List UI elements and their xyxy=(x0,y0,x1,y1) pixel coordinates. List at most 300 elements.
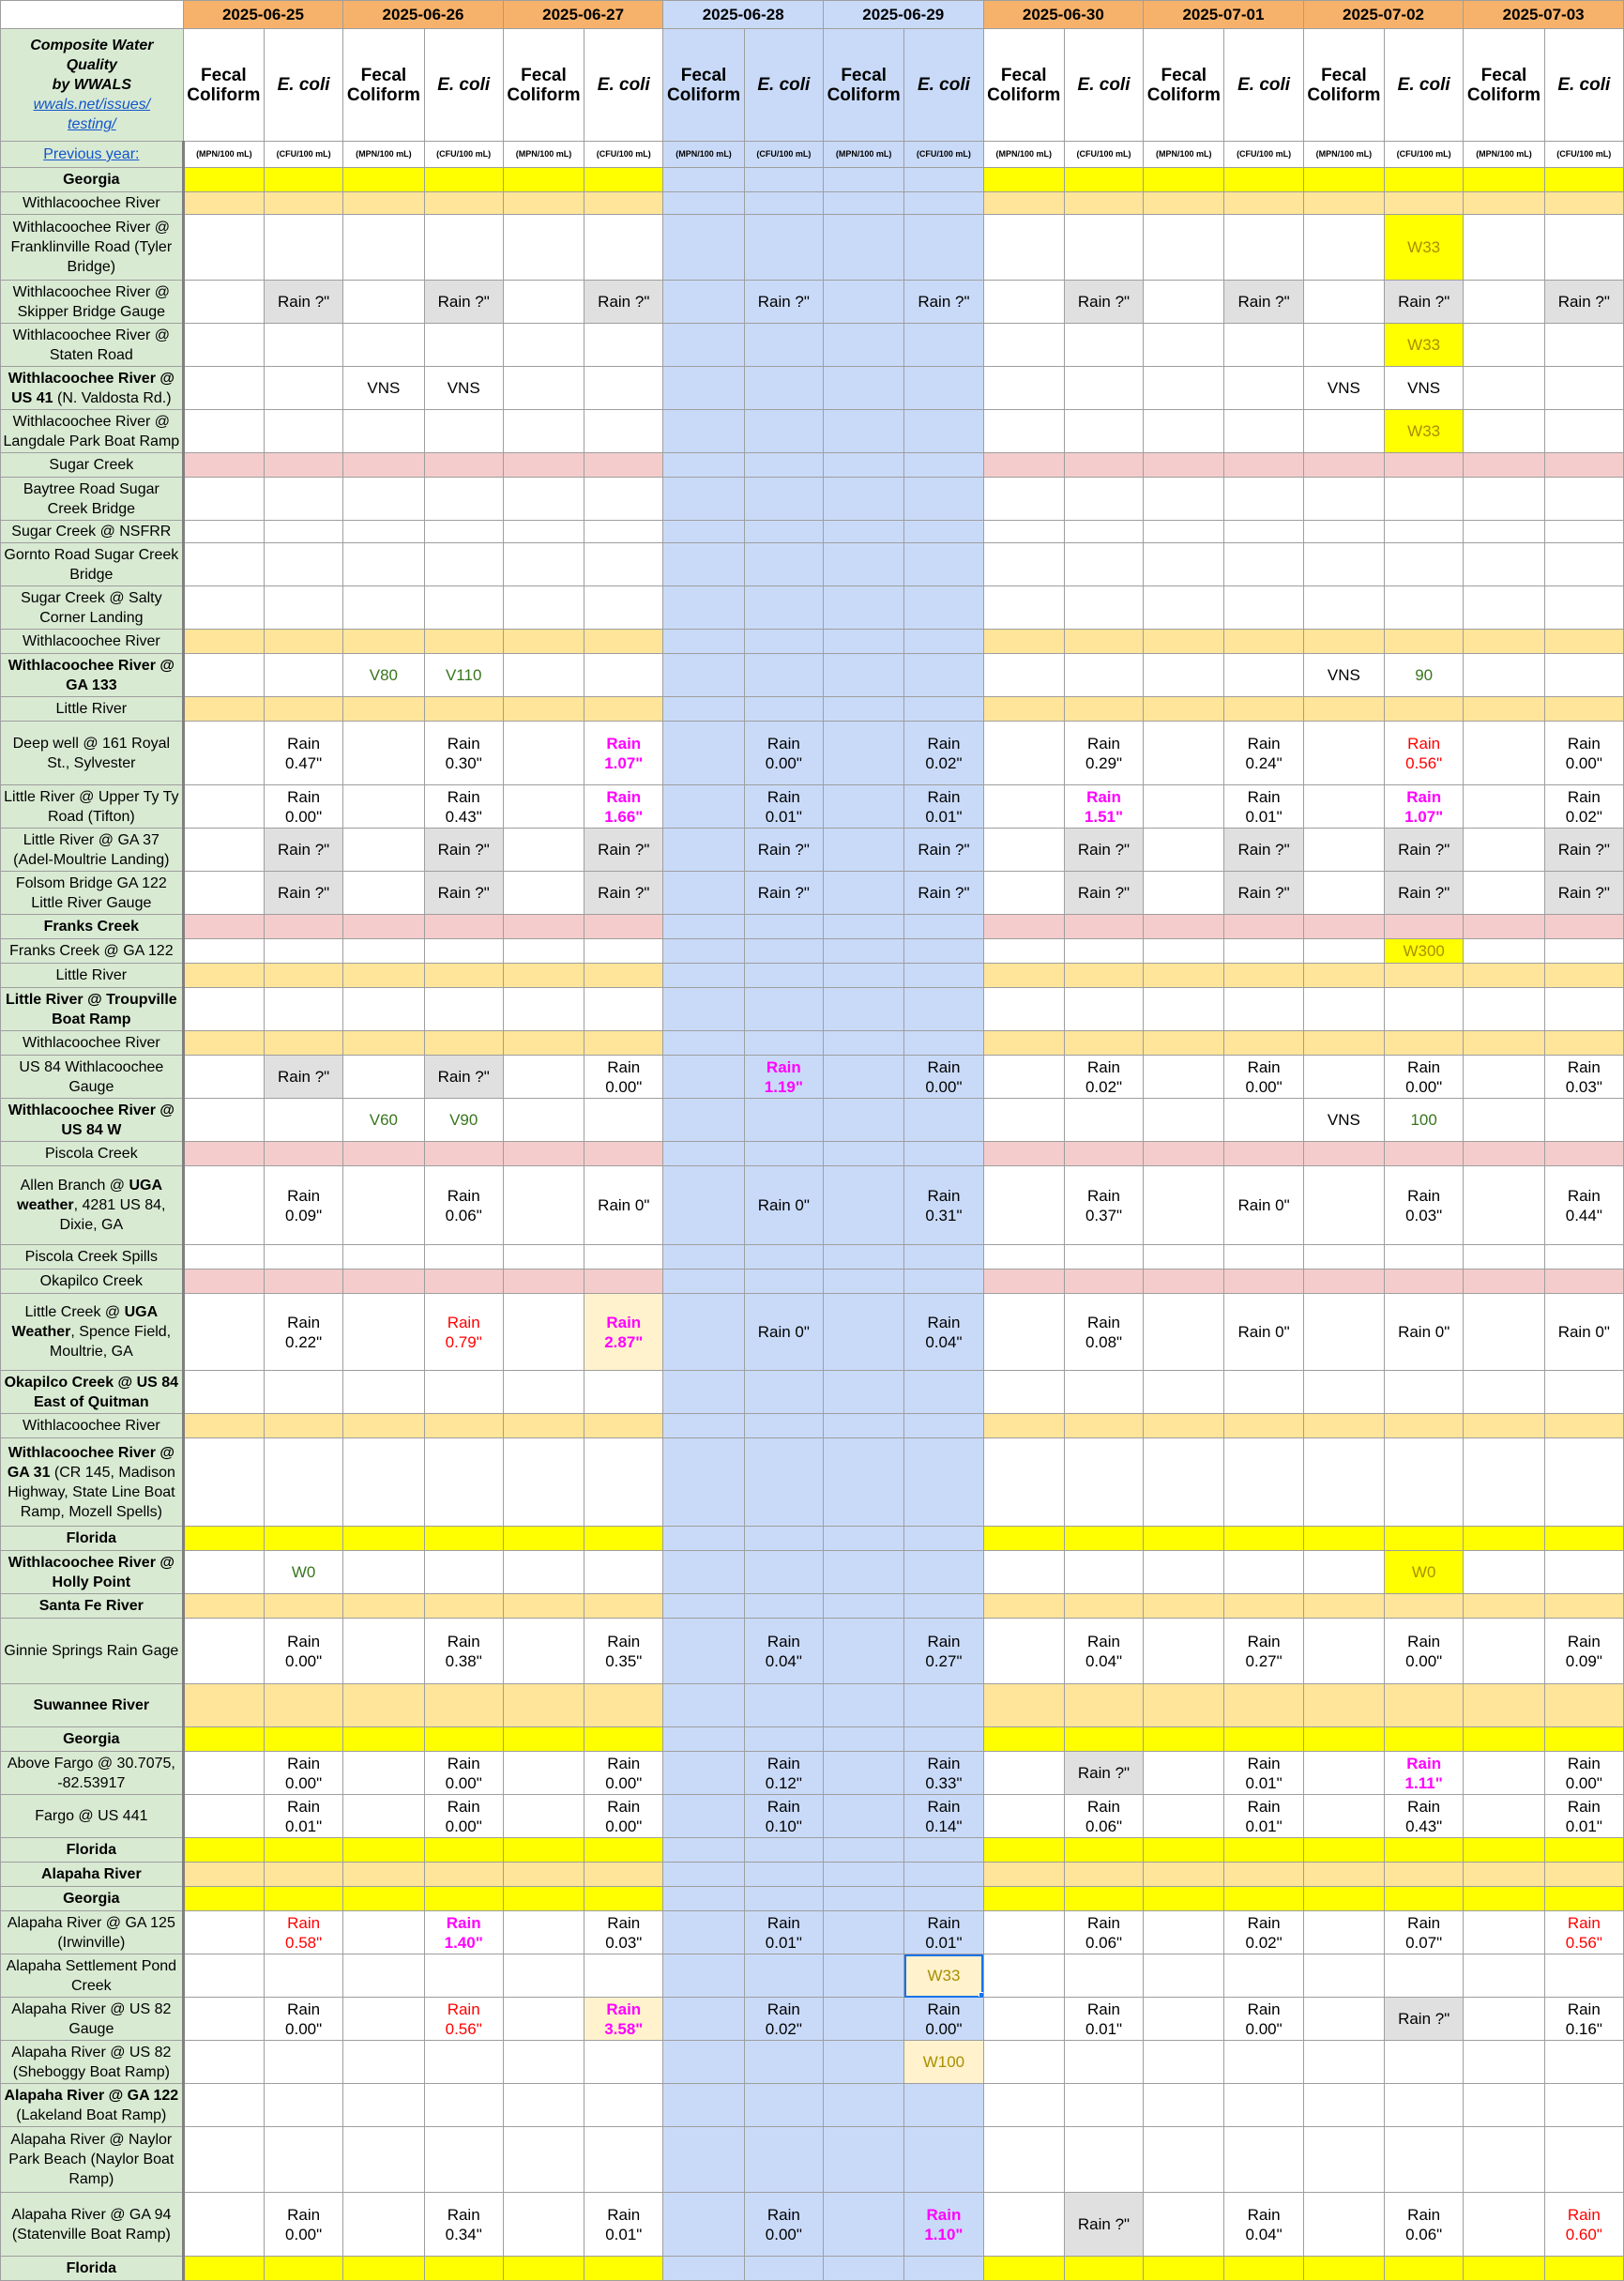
data-cell[interactable] xyxy=(1224,2084,1303,2127)
data-cell[interactable] xyxy=(503,1414,584,1438)
data-cell[interactable] xyxy=(424,410,503,453)
data-cell[interactable] xyxy=(1144,478,1224,521)
rain-cell[interactable]: Rain 0.00" xyxy=(264,1998,342,2041)
data-cell[interactable] xyxy=(744,2041,823,2084)
data-cell[interactable] xyxy=(264,2257,342,2281)
data-cell[interactable] xyxy=(1303,324,1384,367)
data-cell[interactable] xyxy=(183,1099,264,1142)
rain-cell[interactable]: Rain 0.56" xyxy=(1544,1911,1623,1954)
row-label[interactable] xyxy=(1,281,184,324)
data-cell[interactable] xyxy=(343,168,424,192)
data-cell[interactable] xyxy=(343,1294,424,1371)
data-cell[interactable] xyxy=(1224,1863,1303,1887)
data-cell[interactable] xyxy=(983,915,1064,939)
data-cell[interactable] xyxy=(983,1795,1064,1838)
data-cell[interactable] xyxy=(183,722,264,785)
data-cell[interactable] xyxy=(1385,1142,1464,1166)
data-cell[interactable] xyxy=(424,1887,503,1911)
data-cell[interactable] xyxy=(264,410,342,453)
row-label[interactable] xyxy=(1,2084,184,2127)
data-cell[interactable] xyxy=(1544,1727,1623,1752)
data-cell[interactable] xyxy=(1224,1727,1303,1752)
data-cell[interactable] xyxy=(343,1795,424,1838)
data-cell[interactable] xyxy=(584,410,663,453)
row-label[interactable] xyxy=(1,915,184,939)
data-cell[interactable] xyxy=(904,168,983,192)
rain-cell[interactable]: Rain 0.04" xyxy=(904,1294,983,1371)
data-cell[interactable] xyxy=(424,543,503,586)
data-cell[interactable] xyxy=(1224,1684,1303,1727)
data-cell[interactable] xyxy=(264,915,342,939)
data-cell[interactable] xyxy=(424,1863,503,1887)
rain-cell[interactable]: Rain 0.01" xyxy=(264,1795,342,1838)
data-cell[interactable] xyxy=(183,939,264,964)
row-label[interactable] xyxy=(1,1752,184,1795)
rain-cell[interactable]: Rain 1.10" xyxy=(904,2193,983,2257)
data-cell[interactable] xyxy=(1303,1795,1384,1838)
ecoli-header[interactable] xyxy=(424,29,503,142)
data-cell[interactable] xyxy=(983,1863,1064,1887)
data-cell[interactable] xyxy=(744,1594,823,1619)
data-cell[interactable] xyxy=(584,1414,663,1438)
row-label[interactable] xyxy=(1,1056,184,1099)
rain-cell[interactable]: Rain 0.02" xyxy=(1064,1056,1143,1099)
data-cell[interactable] xyxy=(904,478,983,521)
data-cell[interactable] xyxy=(264,988,342,1031)
data-cell[interactable] xyxy=(1385,1527,1464,1551)
link-line[interactable]: wwals.net/issues/ xyxy=(33,97,151,113)
data-cell[interactable] xyxy=(823,1142,903,1166)
data-cell[interactable] xyxy=(343,1594,424,1619)
rain-cell[interactable]: Rain 0" xyxy=(1385,1294,1464,1371)
data-cell[interactable] xyxy=(584,2041,663,2084)
data-cell[interactable] xyxy=(823,215,903,281)
data-cell[interactable] xyxy=(1385,1863,1464,1887)
rain-cell[interactable]: Rain 0.02" xyxy=(1544,785,1623,829)
rain-cell[interactable]: Rain 0.27" xyxy=(904,1619,983,1684)
data-cell[interactable] xyxy=(1144,543,1224,586)
data-cell[interactable] xyxy=(343,1998,424,2041)
rain-cell[interactable]: Rain 1.07" xyxy=(1385,785,1464,829)
data-cell[interactable] xyxy=(823,410,903,453)
data-cell[interactable] xyxy=(584,478,663,521)
data-cell[interactable] xyxy=(663,1031,744,1056)
data-cell[interactable] xyxy=(503,697,584,722)
data-cell[interactable] xyxy=(1303,1551,1384,1594)
data-cell[interactable] xyxy=(503,1438,584,1527)
ecoli-header[interactable] xyxy=(1385,29,1464,142)
data-cell[interactable] xyxy=(503,2084,584,2127)
data-cell[interactable] xyxy=(1544,192,1623,215)
data-cell[interactable] xyxy=(1144,586,1224,630)
data-cell[interactable] xyxy=(983,1727,1064,1752)
data-cell[interactable] xyxy=(663,410,744,453)
data-cell[interactable] xyxy=(424,2127,503,2193)
data-cell[interactable] xyxy=(1224,1887,1303,1911)
data-cell[interactable] xyxy=(663,2193,744,2257)
data-cell[interactable] xyxy=(823,1594,903,1619)
data-cell[interactable] xyxy=(503,1727,584,1752)
data-cell[interactable] xyxy=(904,453,983,478)
rain-cell[interactable]: Rain ?" xyxy=(1064,1752,1143,1795)
data-cell[interactable] xyxy=(1144,1527,1224,1551)
data-cell[interactable] xyxy=(343,586,424,630)
rain-cell[interactable]: Rain 0.27" xyxy=(1224,1619,1303,1684)
data-cell[interactable] xyxy=(1224,410,1303,453)
data-cell[interactable] xyxy=(1224,1099,1303,1142)
data-cell[interactable] xyxy=(183,1142,264,1166)
fill-handle[interactable] xyxy=(979,1992,984,1998)
data-cell[interactable] xyxy=(503,1056,584,1099)
data-cell[interactable] xyxy=(904,367,983,410)
rain-cell[interactable]: Rain 0.24" xyxy=(1224,722,1303,785)
data-cell[interactable] xyxy=(1224,2041,1303,2084)
unit-cfu[interactable]: (CFU/100 mL) xyxy=(904,142,983,168)
data-cell[interactable] xyxy=(663,1684,744,1727)
data-cell[interactable] xyxy=(1303,722,1384,785)
data-cell[interactable] xyxy=(424,1245,503,1270)
data-cell[interactable] xyxy=(663,1752,744,1795)
data-cell[interactable] xyxy=(1303,281,1384,324)
data-cell[interactable] xyxy=(904,1031,983,1056)
data-cell[interactable] xyxy=(1144,2084,1224,2127)
rain-cell[interactable]: Rain 0.01" xyxy=(584,2193,663,2257)
data-cell[interactable] xyxy=(1144,915,1224,939)
data-cell[interactable] xyxy=(584,1371,663,1414)
data-cell[interactable] xyxy=(343,1954,424,1998)
data-cell[interactable] xyxy=(744,988,823,1031)
data-cell[interactable] xyxy=(1303,1838,1384,1863)
data-cell[interactable] xyxy=(663,1998,744,2041)
data-cell[interactable] xyxy=(424,2084,503,2127)
data-cell[interactable] xyxy=(983,453,1064,478)
data-cell[interactable] xyxy=(823,1727,903,1752)
data-cell[interactable] xyxy=(503,586,584,630)
data-cell[interactable] xyxy=(1464,915,1544,939)
data-cell[interactable] xyxy=(343,192,424,215)
data-cell[interactable] xyxy=(424,697,503,722)
data-cell[interactable] xyxy=(663,1270,744,1294)
data-cell[interactable] xyxy=(904,1142,983,1166)
data-cell[interactable] xyxy=(983,1294,1064,1371)
data-cell[interactable] xyxy=(1464,872,1544,915)
data-cell[interactable] xyxy=(1464,2127,1544,2193)
data-cell[interactable] xyxy=(1144,722,1224,785)
data-cell[interactable] xyxy=(983,1752,1064,1795)
row-label[interactable] xyxy=(1,1166,184,1245)
data-cell[interactable] xyxy=(343,521,424,543)
ecoli-header[interactable] xyxy=(1544,29,1623,142)
data-cell[interactable] xyxy=(1144,654,1224,697)
data-cell[interactable] xyxy=(744,410,823,453)
data-cell[interactable] xyxy=(1303,1270,1384,1294)
data-cell[interactable] xyxy=(264,939,342,964)
data-cell[interactable] xyxy=(823,1294,903,1371)
rain-cell[interactable]: Rain 0.04" xyxy=(1224,2193,1303,2257)
rain-cell[interactable]: Rain 0.31" xyxy=(904,1166,983,1245)
data-cell[interactable] xyxy=(823,939,903,964)
data-cell[interactable] xyxy=(1144,1863,1224,1887)
data-cell[interactable] xyxy=(1303,939,1384,964)
rain-cell[interactable]: Rain 0.03" xyxy=(584,1911,663,1954)
data-cell[interactable] xyxy=(1064,2041,1143,2084)
rain-cell[interactable]: Rain 0.37" xyxy=(1064,1166,1143,1245)
rain-cell[interactable]: Rain 0.44" xyxy=(1544,1166,1623,1245)
data-cell[interactable] xyxy=(1064,1727,1143,1752)
data-cell[interactable] xyxy=(264,1887,342,1911)
data-cell[interactable] xyxy=(1464,1998,1544,2041)
data-cell[interactable] xyxy=(744,1684,823,1727)
data-cell[interactable] xyxy=(983,543,1064,586)
data-cell[interactable] xyxy=(343,281,424,324)
data-cell[interactable] xyxy=(264,697,342,722)
data-cell[interactable] xyxy=(1385,192,1464,215)
data-cell[interactable] xyxy=(1385,478,1464,521)
data-cell[interactable] xyxy=(1144,324,1224,367)
data-cell[interactable] xyxy=(584,1142,663,1166)
data-cell[interactable] xyxy=(503,478,584,521)
fecal-coliform-header[interactable] xyxy=(343,29,424,142)
rain-cell[interactable]: Rain ?" xyxy=(1385,281,1464,324)
data-cell[interactable] xyxy=(983,1270,1064,1294)
data-cell[interactable] xyxy=(663,1911,744,1954)
data-cell[interactable] xyxy=(983,192,1064,215)
data-cell[interactable] xyxy=(343,453,424,478)
sample-cell[interactable]: V110 xyxy=(424,654,503,697)
row-label[interactable] xyxy=(1,324,184,367)
data-cell[interactable] xyxy=(1544,1954,1623,1998)
data-cell[interactable] xyxy=(1303,1887,1384,1911)
data-cell[interactable] xyxy=(343,872,424,915)
data-cell[interactable] xyxy=(904,1684,983,1727)
rain-cell[interactable]: Rain 0.30" xyxy=(424,722,503,785)
data-cell[interactable] xyxy=(264,543,342,586)
rain-cell[interactable]: Rain 1.11" xyxy=(1385,1752,1464,1795)
data-cell[interactable] xyxy=(183,630,264,654)
data-cell[interactable] xyxy=(264,1684,342,1727)
date-header[interactable]: 2025-06-29 xyxy=(823,1,983,29)
data-cell[interactable] xyxy=(503,168,584,192)
rain-cell[interactable]: Rain ?" xyxy=(744,872,823,915)
data-cell[interactable] xyxy=(584,2084,663,2127)
data-cell[interactable] xyxy=(183,1684,264,1727)
data-cell[interactable] xyxy=(1144,1245,1224,1270)
data-cell[interactable] xyxy=(663,1414,744,1438)
data-cell[interactable] xyxy=(904,215,983,281)
data-cell[interactable] xyxy=(663,1056,744,1099)
ecoli-header[interactable] xyxy=(264,29,342,142)
data-cell[interactable] xyxy=(503,1294,584,1371)
data-cell[interactable] xyxy=(503,410,584,453)
row-label[interactable] xyxy=(1,410,184,453)
rain-cell[interactable]: Rain 0.14" xyxy=(904,1795,983,1838)
rain-cell[interactable]: Rain 0" xyxy=(744,1294,823,1371)
data-cell[interactable] xyxy=(1303,2041,1384,2084)
data-cell[interactable] xyxy=(823,1245,903,1270)
data-cell[interactable] xyxy=(503,367,584,410)
rain-cell[interactable]: Rain 0.06" xyxy=(1064,1911,1143,1954)
fecal-coliform-header[interactable] xyxy=(1464,29,1544,142)
data-cell[interactable] xyxy=(744,1245,823,1270)
date-header[interactable]: 2025-06-25 xyxy=(183,1,343,29)
rain-cell[interactable]: Rain ?" xyxy=(1385,872,1464,915)
data-cell[interactable] xyxy=(183,1998,264,2041)
data-cell[interactable] xyxy=(183,654,264,697)
data-cell[interactable] xyxy=(983,367,1064,410)
data-cell[interactable] xyxy=(584,367,663,410)
data-cell[interactable] xyxy=(424,1727,503,1752)
data-cell[interactable] xyxy=(904,1270,983,1294)
data-cell[interactable] xyxy=(584,1954,663,1998)
data-cell[interactable] xyxy=(823,1438,903,1527)
data-cell[interactable] xyxy=(1544,410,1623,453)
data-cell[interactable] xyxy=(1224,654,1303,697)
data-cell[interactable] xyxy=(1464,410,1544,453)
row-label[interactable] xyxy=(1,1887,184,1911)
data-cell[interactable] xyxy=(663,168,744,192)
data-cell[interactable] xyxy=(904,324,983,367)
data-cell[interactable] xyxy=(1224,192,1303,215)
rain-cell[interactable]: Rain ?" xyxy=(1224,829,1303,872)
data-cell[interactable] xyxy=(584,1887,663,1911)
rain-cell[interactable]: Rain 1.51" xyxy=(1064,785,1143,829)
data-cell[interactable] xyxy=(1064,1371,1143,1414)
data-cell[interactable] xyxy=(1064,1245,1143,1270)
data-cell[interactable] xyxy=(343,1911,424,1954)
data-cell[interactable] xyxy=(1144,215,1224,281)
data-cell[interactable] xyxy=(663,1619,744,1684)
data-cell[interactable] xyxy=(343,630,424,654)
data-cell[interactable] xyxy=(1385,586,1464,630)
data-cell[interactable] xyxy=(1064,478,1143,521)
data-cell[interactable] xyxy=(1224,324,1303,367)
data-cell[interactable] xyxy=(744,521,823,543)
data-cell[interactable] xyxy=(503,1954,584,1998)
data-cell[interactable] xyxy=(823,324,903,367)
data-cell[interactable] xyxy=(1303,2084,1384,2127)
data-cell[interactable] xyxy=(183,785,264,829)
data-cell[interactable] xyxy=(1544,1245,1623,1270)
data-cell[interactable] xyxy=(823,2257,903,2281)
data-cell[interactable] xyxy=(744,1371,823,1414)
data-cell[interactable] xyxy=(1385,1270,1464,1294)
data-cell[interactable] xyxy=(343,829,424,872)
data-cell[interactable] xyxy=(1464,1911,1544,1954)
data-cell[interactable] xyxy=(1224,630,1303,654)
data-cell[interactable] xyxy=(584,1438,663,1527)
data-cell[interactable] xyxy=(503,1551,584,1594)
data-cell[interactable] xyxy=(1224,478,1303,521)
data-cell[interactable] xyxy=(1064,324,1143,367)
rain-cell[interactable]: Rain 0.01" xyxy=(1224,1795,1303,1838)
data-cell[interactable] xyxy=(1064,215,1143,281)
data-cell[interactable] xyxy=(584,1551,663,1594)
data-cell[interactable] xyxy=(823,367,903,410)
data-cell[interactable] xyxy=(503,1863,584,1887)
data-cell[interactable] xyxy=(904,1887,983,1911)
data-cell[interactable] xyxy=(183,1245,264,1270)
data-cell[interactable] xyxy=(343,543,424,586)
row-label[interactable] xyxy=(1,1795,184,1838)
data-cell[interactable] xyxy=(1385,988,1464,1031)
data-cell[interactable] xyxy=(183,1527,264,1551)
data-cell[interactable] xyxy=(1544,324,1623,367)
data-cell[interactable] xyxy=(1144,2257,1224,2281)
data-cell[interactable] xyxy=(744,324,823,367)
data-cell[interactable] xyxy=(823,1166,903,1245)
data-cell[interactable] xyxy=(744,1887,823,1911)
row-label[interactable] xyxy=(1,1863,184,1887)
rain-cell[interactable]: Rain 1.07" xyxy=(584,722,663,785)
data-cell[interactable] xyxy=(1464,2041,1544,2084)
data-cell[interactable] xyxy=(1303,1142,1384,1166)
data-cell[interactable] xyxy=(1385,453,1464,478)
data-cell[interactable] xyxy=(744,1954,823,1998)
data-cell[interactable] xyxy=(503,1684,584,1727)
data-cell[interactable] xyxy=(264,964,342,988)
data-cell[interactable] xyxy=(823,521,903,543)
sample-cell[interactable]: W33 xyxy=(1385,410,1464,453)
data-cell[interactable] xyxy=(1224,2127,1303,2193)
data-cell[interactable] xyxy=(904,915,983,939)
rain-cell[interactable]: Rain 0.01" xyxy=(904,1911,983,1954)
data-cell[interactable] xyxy=(1064,168,1143,192)
data-cell[interactable] xyxy=(904,2257,983,2281)
rain-cell[interactable]: Rain 0.43" xyxy=(1385,1795,1464,1838)
rain-cell[interactable]: Rain 0.02" xyxy=(1224,1911,1303,1954)
data-cell[interactable] xyxy=(584,939,663,964)
data-cell[interactable] xyxy=(503,1099,584,1142)
data-cell[interactable] xyxy=(1224,1438,1303,1527)
rain-cell[interactable]: Rain 0.00" xyxy=(1544,722,1623,785)
data-cell[interactable] xyxy=(424,1684,503,1727)
row-label[interactable] xyxy=(1,2127,184,2193)
rain-cell[interactable]: Rain ?" xyxy=(904,872,983,915)
data-cell[interactable] xyxy=(1464,829,1544,872)
data-cell[interactable] xyxy=(183,1031,264,1056)
data-cell[interactable] xyxy=(1464,453,1544,478)
data-cell[interactable] xyxy=(183,281,264,324)
row-label[interactable] xyxy=(1,1438,184,1527)
data-cell[interactable] xyxy=(744,2084,823,2127)
data-cell[interactable] xyxy=(983,478,1064,521)
data-cell[interactable] xyxy=(744,630,823,654)
data-cell[interactable] xyxy=(264,453,342,478)
data-cell[interactable] xyxy=(424,1594,503,1619)
data-cell[interactable] xyxy=(264,654,342,697)
rain-cell[interactable]: Rain 0.00" xyxy=(744,722,823,785)
row-label[interactable] xyxy=(1,1099,184,1142)
sample-cell[interactable]: W100 xyxy=(904,2041,983,2084)
data-cell[interactable] xyxy=(983,1551,1064,1594)
data-cell[interactable] xyxy=(1464,1294,1544,1371)
data-cell[interactable] xyxy=(1144,1838,1224,1863)
row-label[interactable] xyxy=(1,1031,184,1056)
data-cell[interactable] xyxy=(983,1619,1064,1684)
rain-cell[interactable]: Rain 0.06" xyxy=(1064,1795,1143,1838)
data-cell[interactable] xyxy=(904,1438,983,1527)
data-cell[interactable] xyxy=(183,1795,264,1838)
unit-cfu[interactable]: (CFU/100 mL) xyxy=(1064,142,1143,168)
data-cell[interactable] xyxy=(183,192,264,215)
data-cell[interactable] xyxy=(983,1031,1064,1056)
data-cell[interactable] xyxy=(1144,1954,1224,1998)
data-cell[interactable] xyxy=(1144,2041,1224,2084)
row-label[interactable] xyxy=(1,1911,184,1954)
data-cell[interactable] xyxy=(424,2041,503,2084)
data-cell[interactable] xyxy=(264,324,342,367)
data-cell[interactable] xyxy=(1144,1887,1224,1911)
